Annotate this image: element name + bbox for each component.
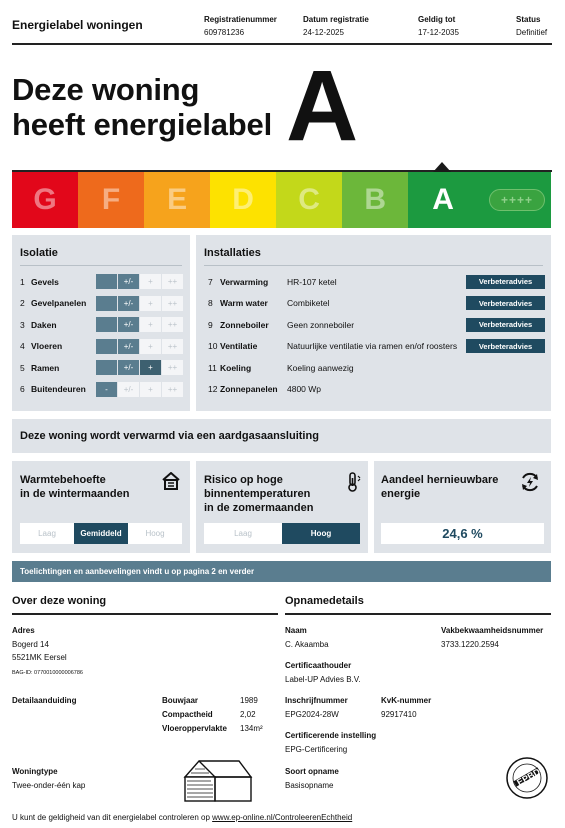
rating-cell: ++	[162, 317, 183, 332]
thermometer-icon	[344, 472, 362, 497]
isolatie-rating	[96, 296, 183, 311]
isolatie-rating	[96, 360, 183, 375]
scale-letter: E	[167, 183, 188, 216]
rating-cell: -	[96, 382, 117, 397]
installatie-label: Koeling	[220, 362, 252, 373]
isolatie-row: 1 Gevels	[20, 276, 59, 287]
installatie-value: HR-107 ketel	[287, 276, 337, 287]
instelling-value: EPG-Certificering	[285, 745, 348, 754]
vakbekwaamheid-label: Vakbekwaamheidsnummer	[441, 626, 544, 635]
isolatie-row-label: Vloeren	[31, 341, 63, 351]
header-divider	[12, 43, 552, 45]
installatie-row: 8 Warm water Combiketel	[208, 298, 330, 308]
certificaathouder-label: Certificaathouder	[285, 661, 352, 670]
isolatie-rating	[96, 317, 183, 332]
detail-label: Detailaanduiding	[12, 696, 77, 705]
option-laag: Laag	[38, 529, 56, 538]
installaties-panel	[196, 235, 551, 411]
installaties-title: Installaties	[204, 247, 261, 259]
installatie-label: Warm water	[220, 298, 268, 308]
installatie-row: 11 Koeling Koeling aanwezig	[208, 362, 354, 373]
rating-cell	[96, 274, 117, 289]
tips-bar: Toelichtingen en aanbevelingen vindt u op pagina 2 en verder	[12, 561, 551, 582]
adres-line1: Bogerd 14	[12, 640, 49, 649]
energy-scale	[12, 172, 551, 228]
document-title: Energielabel woningen	[12, 18, 143, 32]
isolatie-rating	[96, 339, 183, 354]
rating-cell: ++	[162, 339, 183, 354]
gas-connection-note: Deze woning wordt verwarmd via een aardgasaansluiting	[12, 419, 551, 453]
rating-cell: ++	[162, 274, 183, 289]
adres-line2: 5521MK Eersel	[12, 653, 67, 662]
installatie-value: Combiketel	[287, 298, 330, 308]
plus-indicator: ++++	[489, 189, 545, 211]
rating-cell: +	[140, 296, 161, 311]
rating-cell: +	[140, 382, 161, 397]
verification-link[interactable]: www.ep-online.nl/ControleerenEchtheid	[212, 813, 353, 822]
installatie-row: 7 Verwarming HR-107 ketel	[208, 276, 337, 287]
valid-until: Geldig tot 17-12-2035	[418, 15, 459, 37]
installatie-value: Koeling aanwezig	[287, 362, 354, 373]
rating-cell	[96, 360, 117, 375]
isolatie-rating	[96, 382, 183, 397]
option-laag: Laag	[234, 529, 252, 538]
rating-cell: ++	[162, 360, 183, 375]
installatie-row: 9 Zonneboiler Geen zonneboiler	[208, 319, 355, 330]
certificaathouder-value: Label-UP Advies B.V.	[285, 675, 361, 684]
verbeteradvies-button[interactable]: Verbeteradvies	[466, 318, 545, 332]
installatie-label: Zonnepanelen	[220, 384, 278, 394]
rating-cell: +	[140, 360, 161, 375]
vakbekwaamheid-value: 3733.1220.2594	[441, 640, 499, 649]
installatie-row: 12 Zonnepanelen 4800 Wp	[208, 384, 322, 394]
registration-date: Datum registratie 24-12-2025	[303, 15, 369, 37]
installatie-value: 4800 Wp	[287, 384, 322, 394]
isolatie-row-label: Daken	[31, 319, 57, 330]
rating-cell: +/-	[118, 360, 139, 375]
installatie-value: Geen zonneboiler	[287, 319, 355, 330]
isolatie-row-label: Gevelpanelen	[31, 298, 87, 308]
scale-segment-a	[408, 172, 551, 228]
divider	[20, 265, 182, 266]
verbeteradvies-button[interactable]: Verbeteradvies	[466, 296, 545, 310]
inschrijf-value: EPG2024-28W	[285, 710, 339, 719]
bouwjaar-label: Bouwjaar	[162, 696, 199, 705]
scale-segment-c	[276, 172, 342, 228]
isolatie-panel	[12, 235, 190, 411]
scale-letter: A	[432, 183, 454, 216]
isolatie-row: 5 Ramen	[20, 362, 60, 373]
scale-letter: G	[33, 183, 57, 216]
isolatie-row-label: Ramen	[31, 362, 60, 373]
naam-label: Naam	[285, 626, 307, 635]
rating-cell: +/-	[118, 382, 139, 397]
rating-cell	[96, 296, 117, 311]
isolatie-rating	[96, 274, 183, 289]
option-gemiddeld: Gemiddeld	[74, 523, 128, 544]
divider	[285, 613, 551, 615]
rating-cell: +/-	[118, 274, 139, 289]
epbd-logo-text: EPBD	[515, 766, 542, 788]
verbeteradvies-button[interactable]: Verbeteradvies	[466, 275, 545, 289]
warmtebehoefte-scale	[20, 523, 182, 544]
opname-title: Opnamedetails	[285, 595, 364, 607]
footer: U kunt de geldigheid van dit energielabel controleren op www.ep-online.nl/ControleerenEchtheid	[12, 813, 353, 822]
isolatie-title: Isolatie	[20, 247, 58, 259]
rating-cell: +/-	[118, 317, 139, 332]
status: Status Definitief	[516, 15, 548, 37]
scale-letter: B	[364, 183, 386, 216]
installatie-label: Zonneboiler	[220, 319, 269, 330]
option-hoog: Hoog	[145, 529, 165, 538]
isolatie-row: 6 Buitendeuren	[20, 384, 86, 394]
verbeteradvies-button[interactable]: Verbeteradvies	[466, 339, 545, 353]
installatie-value: Natuurlijke ventilatie via ramen en/of roosters	[287, 341, 458, 351]
rating-cell: ++	[162, 296, 183, 311]
rating-cell: +/-	[118, 339, 139, 354]
installatie-row: 10 Ventilatie Natuurlijke ventilatie via ramen en/of roosters	[208, 341, 458, 351]
woningtype-label: Woningtype	[12, 767, 58, 776]
soort-value: Basisopname	[285, 781, 334, 790]
risico-scale	[204, 523, 360, 544]
scale-segment-e	[144, 172, 210, 228]
rating-cell	[96, 339, 117, 354]
epbd-logo	[505, 756, 549, 800]
scale-segment-b	[342, 172, 408, 228]
divider	[204, 265, 543, 266]
scale-letter: F	[101, 183, 121, 216]
adres-label: Adres	[12, 626, 35, 635]
installatie-label: Ventilatie	[220, 341, 258, 351]
rating-cell: ++	[162, 382, 183, 397]
isolatie-row: 3 Daken	[20, 319, 57, 330]
woningtype-value: Twee-onder-één kap	[12, 781, 86, 790]
isolatie-row-label: Buitendeuren	[31, 384, 86, 394]
isolatie-row-label: Gevels	[31, 276, 59, 287]
compact-label: Compactheid	[162, 710, 213, 719]
isolatie-row: 4 Vloeren	[20, 341, 63, 351]
woning-title: Over deze woning	[12, 595, 107, 607]
rating-cell: +	[140, 317, 161, 332]
rating-cell: +/-	[118, 296, 139, 311]
renewable-percentage: 24,6 %	[381, 523, 544, 544]
scale-segment-f	[78, 172, 144, 228]
option-hoog: Hoog	[282, 523, 360, 544]
bag-id: BAG-ID: 0770010000006786	[12, 670, 83, 676]
compact-value: 2,02	[240, 710, 256, 719]
kvk-value: 92917410	[381, 710, 417, 719]
scale-letter: C	[298, 183, 320, 216]
isolatie-row: 2 Gevelpanelen	[20, 298, 87, 308]
house-type-icon	[181, 757, 253, 808]
divider	[12, 613, 278, 615]
vloer-label: Vloeroppervlakte	[162, 724, 227, 733]
rating-cell	[96, 317, 117, 332]
energy-label-letter: A	[286, 50, 359, 162]
rating-cell: +	[140, 339, 161, 354]
vloer-value: 134m²	[240, 724, 263, 733]
hernieuwbaar-panel: Aandeel hernieuwbare energie 24,6 %	[374, 461, 551, 553]
renewable-icon	[519, 471, 541, 498]
rating-cell: +	[140, 274, 161, 289]
registration-number: Registratienummer 609781236	[204, 15, 277, 37]
instelling-label: Certificerende instelling	[285, 731, 377, 740]
headline: Deze woning heeft energielabel	[12, 72, 272, 142]
soort-label: Soort opname	[285, 767, 339, 776]
inschrijf-label: Inschrijfnummer	[285, 696, 348, 705]
naam-value: C. Akaamba	[285, 640, 329, 649]
active-marker-icon	[433, 162, 451, 172]
kvk-label: KvK-nummer	[381, 696, 432, 705]
scale-letter: D	[232, 183, 254, 216]
scale-segment-g	[12, 172, 78, 228]
bouwjaar-value: 1989	[240, 696, 258, 705]
installatie-label: Verwarming	[220, 276, 269, 287]
risico-panel: Risico op hoge binnentemperaturen in de zomermaanden Laag Hoog	[196, 461, 368, 553]
scale-segment-d	[210, 172, 276, 228]
warmtebehoefte-panel: Warmtebehoefte in de wintermaanden Laag Gemiddeld Hoog	[12, 461, 190, 553]
house-icon	[162, 472, 180, 495]
